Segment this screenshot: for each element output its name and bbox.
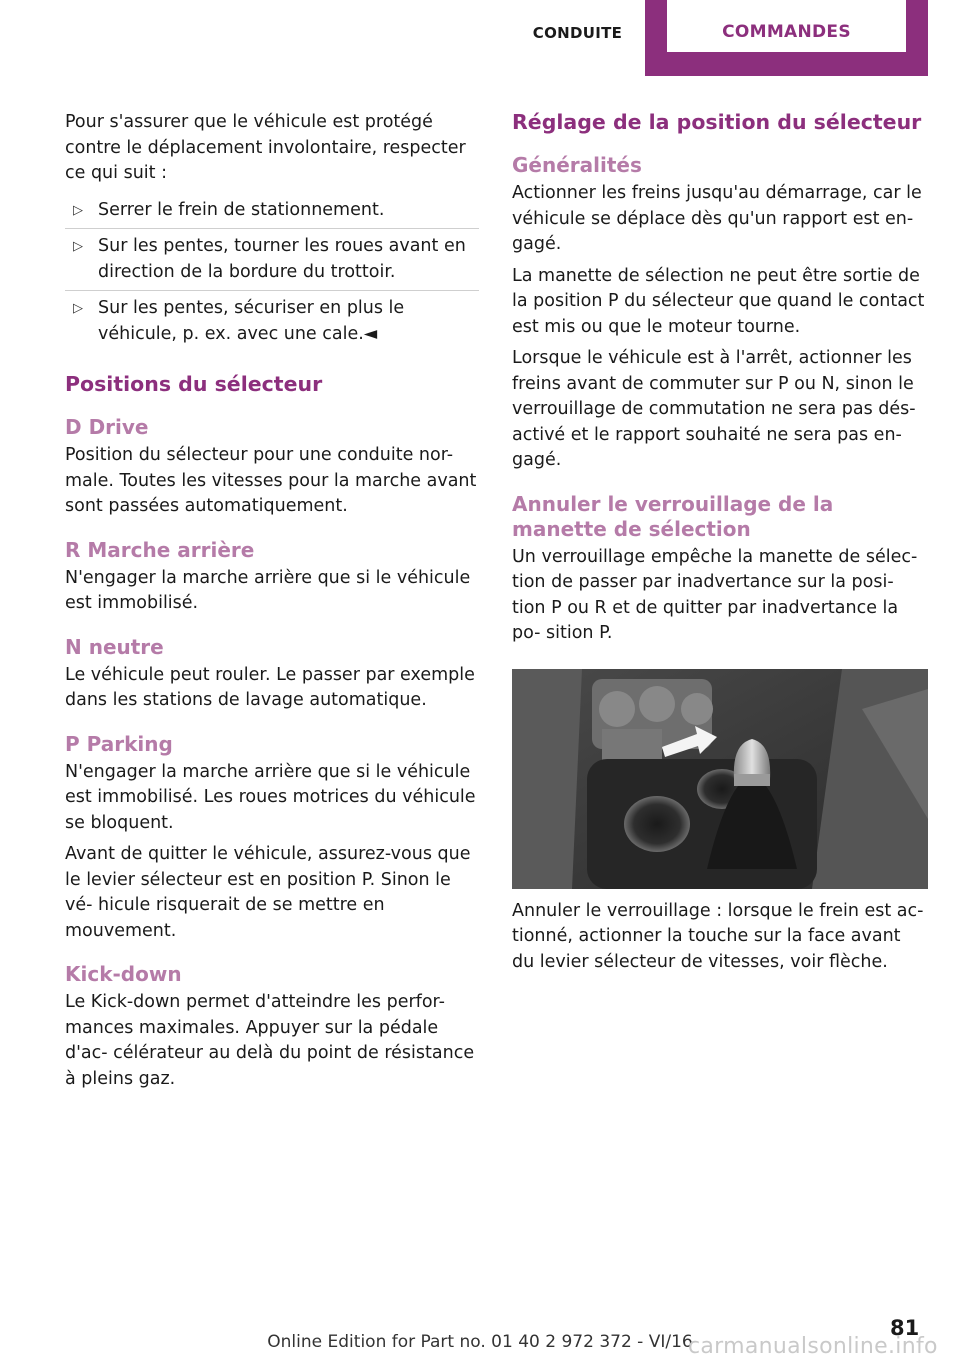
- header-tab-conduite: CONDUITE: [532, 24, 623, 42]
- page-number: 81: [890, 1316, 920, 1340]
- heading-kickdown: Kick-down: [65, 962, 182, 986]
- heading-reverse: R Marche arrière: [65, 537, 255, 562]
- paragraph-neutral: Le véhicule peut rouler. Le passer par exemple dans les stations de lavage automatique.: [65, 664, 475, 710]
- paragraph-reverse: N'engager la marche arrière que si le véhicule est immobilisé.: [65, 567, 471, 613]
- list-item: [65, 193, 479, 229]
- triangle-bullet-icon: ▷: [73, 202, 83, 218]
- precautions-list: [65, 193, 479, 353]
- triangle-bullet-icon: ▷: [73, 239, 83, 254]
- paragraph-annuler-verrouillage: Un verrouillage empêche la manette de sélec- tion de passer par inadvertance sur la posi- tion P ou R et de quitter par inadvertance la po- sition P.: [512, 546, 918, 643]
- paragraph-parking-2: Avant de quitter le véhicule, assurez-vous que le levier sélecteur est en position P. Sinon le vé- hicule risquerait de se mettre en mouvement.: [65, 844, 471, 941]
- watermark: carmanualsonline.info: [688, 1334, 938, 1359]
- footer-edition: Online Edition for Part no. 01 40 2 972 372 - VI/16: [267, 1332, 693, 1352]
- paragraph-kickdown: Le Kick-down permet d'atteindre les perfor- mances maximales. Appuyer sur la pédale d'ac- célérateur au delà du point de résistance à pleins gaz.: [65, 992, 475, 1089]
- triangle-bullet-icon: ▷: [73, 301, 83, 316]
- paragraph-generalites-3: Lorsque le véhicule est à l'arrêt, actionner les freins avant de commuter sur P ou N, sinon le verrouillage de commutation ne sera pas dés- activé et le rapport souhaité ne sera pas en- gagé.: [512, 348, 916, 470]
- heading-neutral: N neutre: [65, 634, 164, 659]
- list-item: [65, 290, 479, 352]
- right-column: [512, 110, 928, 981]
- heading-positions-selecteur: Positions du sélecteur: [65, 372, 323, 396]
- left-column: [65, 110, 479, 1098]
- list-item: [65, 228, 479, 290]
- heading-annuler-verrouillage: Annuler le verrouillage de la manette de sélection: [512, 491, 834, 541]
- header-tab-commandes-label: COMMANDES: [722, 22, 851, 42]
- list-item-text: Serrer le frein de stationnement.: [98, 199, 385, 220]
- heading-drive: D Drive: [65, 415, 149, 439]
- figure-caption: Annuler le verrouillage : lorsque le frein est ac- tionné, actionner la touche sur la face avant du levier sélecteur de vitesses, voir flèche.: [512, 900, 924, 972]
- heading-parking: P Parking: [65, 731, 173, 756]
- gear-selector-photo: [512, 669, 928, 889]
- list-item-text: Sur les pentes, sécuriser en plus le véhicule, p. ex. avec une cale.◄: [98, 298, 405, 344]
- list-item-text: Sur les pentes, tourner les roues avant en direction de la bordure du trottoir.: [98, 236, 466, 282]
- header-tab-commandes: [645, 0, 928, 76]
- paragraph-generalites-1: Actionner les freins jusqu'au démarrage, car le véhicule se déplace dès qu'un rapport est en- gagé.: [512, 183, 922, 254]
- gear-selector-illustration: [512, 669, 928, 889]
- paragraph-drive: Position du sélecteur pour une conduite nor- male. Toutes les vitesses pour la marche avant sont passées automatiquement.: [65, 445, 477, 516]
- paragraph-parking-1: N'engager la marche arrière que si le véhicule est immobilisé. Les roues motrices du véhicule se bloquent.: [65, 761, 476, 833]
- heading-generalites: Généralités: [512, 153, 642, 177]
- paragraph-generalites-2: La manette de sélection ne peut être sortie de la position P du sélecteur que quand le contact est mis ou que le moteur tourne.: [512, 265, 925, 337]
- heading-reglage-position: Réglage de la position du sélecteur: [512, 110, 922, 134]
- intro-paragraph: Pour s'assurer que le véhicule est protégé contre le déplacement involontaire, respecter ce qui suit :: [65, 112, 466, 183]
